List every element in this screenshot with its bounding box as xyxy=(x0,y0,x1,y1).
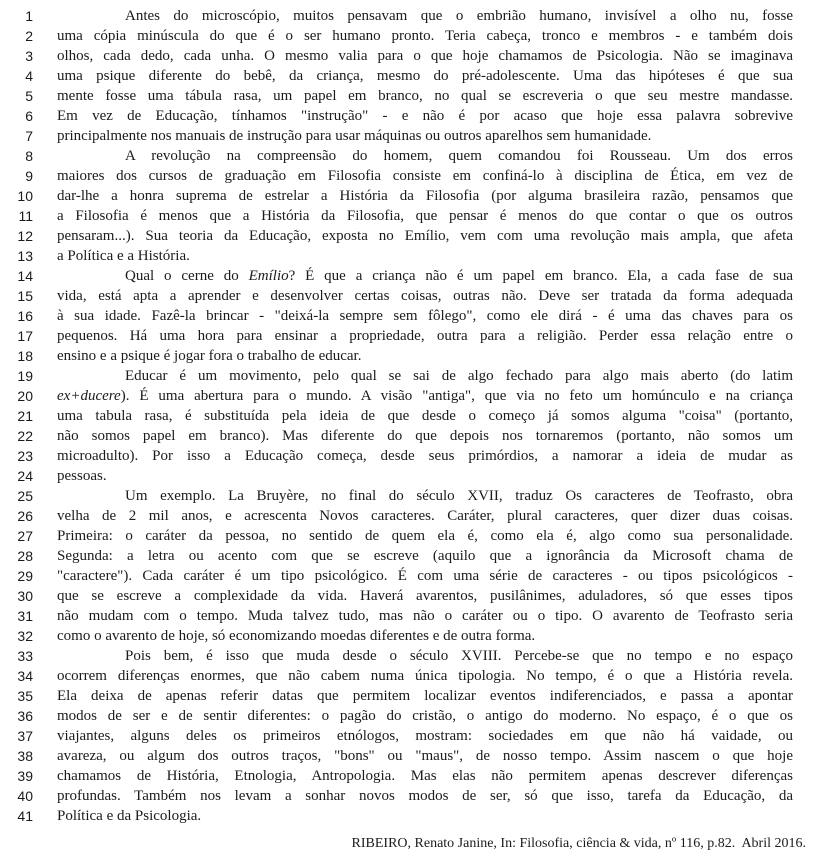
line-number: 39 xyxy=(17,768,33,784)
text-line xyxy=(0,626,814,646)
text-line xyxy=(0,586,814,606)
text-segment: como o avarento de hoje, só economizando moedas diferentes e de outra forma. xyxy=(57,628,536,644)
line-number: 38 xyxy=(17,748,33,764)
text-segment: que se escreve a complexidade da vida. Haverá avarentos, pusilânimes, aduladores, só que esses tipos xyxy=(57,588,793,604)
text-line xyxy=(0,86,814,106)
text-segment: vida, está apta a aprender e desenvolver certas coisas, outras não. Deve ser tratada da forma adequada xyxy=(57,288,793,304)
italic-term: Emílio xyxy=(248,268,289,284)
line-number: 40 xyxy=(17,788,33,804)
line-text xyxy=(57,26,793,46)
text-line xyxy=(0,606,814,626)
text-line xyxy=(0,146,814,166)
line-text xyxy=(57,106,793,126)
text-segment: uma tabula rasa, é substituída pela ideia de que desde o começo já somos alguma "coisa" (portanto, xyxy=(57,408,793,424)
line-number: 23 xyxy=(17,448,33,464)
text-line xyxy=(0,526,814,546)
text-segment: Qual o cerne do xyxy=(125,268,249,284)
text-line xyxy=(0,426,814,446)
line-text xyxy=(57,426,793,446)
text-line xyxy=(0,346,814,366)
line-text xyxy=(57,586,793,606)
line-number: 31 xyxy=(17,608,33,624)
line-text xyxy=(57,146,793,166)
text-segment: A revolução na compreensão do homem, quem comandou foi Rousseau. Um dos erros xyxy=(125,148,793,164)
text-line xyxy=(0,666,814,686)
text-segment: velha de 2 mil anos, e acrescenta Novos caracteres. Caráter, plural caracteres, quer dizer duas coisas. xyxy=(57,508,793,524)
numbered-text-block xyxy=(0,6,814,826)
text-segment: Um exemplo. La Bruyère, no final do século XVII, traduz Os caracteres de Teofrasto, obra xyxy=(125,488,793,504)
line-number: 33 xyxy=(17,648,33,664)
text-segment: pessoas. xyxy=(57,468,107,484)
text-line xyxy=(0,126,814,146)
line-text xyxy=(57,186,793,206)
text-segment: "caractere"). Cada caráter é um tipo psicológico. É com uma série de caracteres - ou tipos psicológicos - xyxy=(57,568,793,584)
line-text xyxy=(57,46,793,66)
text-segment: Pois bem, é isso que muda desde o século XVIII. Percebe-se que no tempo e no espaço xyxy=(125,648,793,664)
line-text xyxy=(57,806,793,826)
line-number: 37 xyxy=(17,728,33,744)
text-line xyxy=(0,306,814,326)
text-segment: microadulto). Por isso a Educação começa, desde seus primórdios, a namorar a ideia de mudar as xyxy=(57,448,793,464)
line-number: 13 xyxy=(17,248,33,264)
line-text xyxy=(57,346,793,366)
text-line xyxy=(0,66,814,86)
text-segment: profundas. Também nos levam a sonhar novos modos de ser, só que isso, tarefa da Educação, da xyxy=(57,788,793,804)
line-number: 19 xyxy=(17,368,33,384)
line-number: 11 xyxy=(18,208,33,224)
source-citation: RIBEIRO, Renato Janine, In: Filosofia, ciência & vida, nº 116, p.82. Abril 2016. xyxy=(351,836,806,851)
line-number: 5 xyxy=(25,88,33,104)
line-text xyxy=(57,526,793,546)
text-line xyxy=(0,46,814,66)
line-text xyxy=(57,446,793,466)
line-number: 10 xyxy=(17,188,33,204)
text-line xyxy=(0,546,814,566)
text-line xyxy=(0,246,814,266)
line-text xyxy=(57,166,793,186)
text-line xyxy=(0,506,814,526)
line-text xyxy=(57,486,793,506)
text-line xyxy=(0,786,814,806)
text-line xyxy=(0,686,814,706)
text-line xyxy=(0,746,814,766)
text-segment: chamamos de História, Etnologia, Antropologia. Mas elas não permitem apenas descrever diferenças xyxy=(57,768,793,784)
text-segment: pensaram...). Sua teoria da Educação, exposta no Emílio, vem com uma revolução mais ampla, que afeta xyxy=(57,228,793,244)
line-text xyxy=(57,746,793,766)
text-segment: ? É que a criança não é um papel em branco. Ela, a cada fase de sua xyxy=(288,268,793,284)
text-segment: a Política e a História. xyxy=(57,248,190,264)
text-line xyxy=(0,366,814,386)
text-line xyxy=(0,726,814,746)
text-segment: Educar é um movimento, pelo qual se sai de algo fechado para algo mais aberto (do latim xyxy=(125,368,793,384)
text-segment: maiores dos cursos de graduação em Filosofia consiste em confiná-lo à disciplina de Ética, em vez de xyxy=(57,168,793,184)
text-segment: Antes do microscópio, muitos pensavam que o embrião humano, invisível a olho nu, fosse xyxy=(125,8,793,24)
text-segment: uma psique diferente do bebê, da criança, mesmo do pré-adolescente. Uma das hipóteses é que sua xyxy=(57,68,793,84)
line-text xyxy=(57,406,793,426)
text-line xyxy=(0,466,814,486)
text-segment: pequenos. Há uma hora para ensinar a propriedade, outra para a religião. Perder essa relação entre o xyxy=(57,328,793,344)
text-segment: Segunda: a letra ou acento com que se escreve (aquilo que a ignorância da Microsoft chama de xyxy=(57,548,793,564)
text-line xyxy=(0,446,814,466)
line-number: 2 xyxy=(25,28,33,44)
line-text xyxy=(57,86,793,106)
text-segment: ). É uma abertura para o mundo. A visão "antiga", que via no feto um homúnculo e na criança xyxy=(120,388,793,404)
text-segment: Primeira: o caráter da pessoa, no sentido de quem ela é, como ela é, algo como sua personalidade. xyxy=(57,528,793,544)
text-segment: não mudam com o tempo. Muda talvez tudo, mas não o caráter ou o tipo. O avarento de Teofrasto seria xyxy=(57,608,793,624)
line-text xyxy=(57,366,793,386)
line-number: 34 xyxy=(17,668,33,684)
text-segment: principalmente nos manuais de instrução para usar máquinas ou outros aparelhos sem humanidade. xyxy=(57,128,652,144)
italic-term: ex+ducere xyxy=(57,388,121,404)
text-line xyxy=(0,406,814,426)
line-number: 7 xyxy=(25,128,33,144)
line-text xyxy=(57,326,793,346)
line-text xyxy=(57,126,793,146)
line-number: 9 xyxy=(25,168,33,184)
text-line xyxy=(0,206,814,226)
line-text xyxy=(57,266,793,286)
line-number: 27 xyxy=(17,528,33,544)
line-number: 36 xyxy=(17,708,33,724)
line-text xyxy=(57,646,793,666)
line-text xyxy=(57,466,793,486)
text-line xyxy=(0,266,814,286)
line-text xyxy=(57,226,793,246)
line-number: 15 xyxy=(17,288,33,304)
text-segment: olhos, cada dedo, cada unha. O mesmo valia para o que hoje chamamos de Psicologia. Não se imaginava xyxy=(57,48,793,64)
text-line xyxy=(0,166,814,186)
text-segment: à sua idade. Fazê-la brincar - "deixá-la sempre sem fôlego", como ele dirá - é uma das chaves para os xyxy=(57,308,793,324)
line-text xyxy=(57,206,793,226)
line-text xyxy=(57,506,793,526)
line-text xyxy=(57,626,793,646)
text-line xyxy=(0,706,814,726)
line-number: 22 xyxy=(17,428,33,444)
text-segment: modos de ser e de sentir diferentes: o pagão do cristão, o antigo do moderno. No espaço, é o que os xyxy=(57,708,793,724)
line-number: 8 xyxy=(25,148,33,164)
text-line xyxy=(0,106,814,126)
line-text xyxy=(57,6,793,26)
text-line xyxy=(0,326,814,346)
line-number: 4 xyxy=(25,68,33,84)
text-line xyxy=(0,386,814,406)
text-line xyxy=(0,646,814,666)
line-text xyxy=(57,666,793,686)
text-line xyxy=(0,806,814,826)
line-number: 17 xyxy=(17,328,33,344)
text-segment: não somos papel em branco). Mas diferente do que depois nos tornaremos (portanto, não somos um xyxy=(57,428,793,444)
line-number: 1 xyxy=(25,8,33,24)
line-text xyxy=(57,606,793,626)
line-number: 12 xyxy=(17,228,33,244)
text-segment: Ela deixa de apenas referir datas que permitem localizar eventos indiferenciados, e passa a apontar xyxy=(57,688,793,704)
line-number: 26 xyxy=(17,508,33,524)
text-line xyxy=(0,566,814,586)
text-segment: viajantes, alguns deles os primeiros etnólogos, mostram: sociedades em que não há vaidade, ou xyxy=(57,728,793,744)
text-line xyxy=(0,226,814,246)
text-segment: dar-lhe a honra suprema de estrelar a História da Filosofia (por alguma brasileira razão, pensamos que xyxy=(57,188,793,204)
line-number: 21 xyxy=(17,408,33,424)
line-number: 6 xyxy=(25,108,33,124)
text-line xyxy=(0,286,814,306)
text-line xyxy=(0,26,814,46)
line-text xyxy=(57,766,793,786)
text-line xyxy=(0,766,814,786)
line-number: 24 xyxy=(17,468,33,484)
text-segment: uma cópia minúscula do que é o ser humano pronto. Teria cabeça, tronco e membros - e também dois xyxy=(57,28,793,44)
line-number: 28 xyxy=(17,548,33,564)
text-segment: ensino e a psique é jogar fora o trabalho de educar. xyxy=(57,348,362,364)
line-text xyxy=(57,546,793,566)
line-number: 29 xyxy=(17,568,33,584)
text-segment: Em vez de Educação, tínhamos "instrução" - e não é por acaso que hoje essa palavra sobrevive xyxy=(57,108,793,124)
text-segment: a Filosofia é menos que a História da Filosofia, que pensar é menos do que contar o que os outros xyxy=(57,208,793,224)
line-text xyxy=(57,246,793,266)
line-text xyxy=(57,726,793,746)
line-number: 16 xyxy=(17,308,33,324)
line-text xyxy=(57,386,793,406)
line-text xyxy=(57,686,793,706)
line-number: 32 xyxy=(17,628,33,644)
line-number: 25 xyxy=(17,488,33,504)
text-line xyxy=(0,486,814,506)
line-number: 18 xyxy=(17,348,33,364)
line-text xyxy=(57,566,793,586)
line-text xyxy=(57,786,793,806)
line-number: 20 xyxy=(17,388,33,404)
text-line xyxy=(0,6,814,26)
line-number: 30 xyxy=(17,588,33,604)
line-number: 35 xyxy=(17,688,33,704)
line-text xyxy=(57,306,793,326)
text-segment: mente fosse uma tábula rasa, um papel em branco, no qual se escreveria o que seu mestre mandasse. xyxy=(57,88,793,104)
line-number: 3 xyxy=(25,48,33,64)
text-segment: ocorrem diferenças enormes, que não cabem numa única tipologia. No tempo, é o que a História revela. xyxy=(57,668,793,684)
text-line xyxy=(0,186,814,206)
text-segment: avareza, ou algum dos outros traços, "bons" ou "maus", de nosso tempo. Assim nascem o que hoje xyxy=(57,748,793,764)
line-number: 41 xyxy=(17,808,33,824)
line-text xyxy=(57,66,793,86)
text-segment: Política e da Psicologia. xyxy=(57,808,202,824)
line-text xyxy=(57,706,793,726)
line-text xyxy=(57,286,793,306)
line-number: 14 xyxy=(17,268,33,284)
